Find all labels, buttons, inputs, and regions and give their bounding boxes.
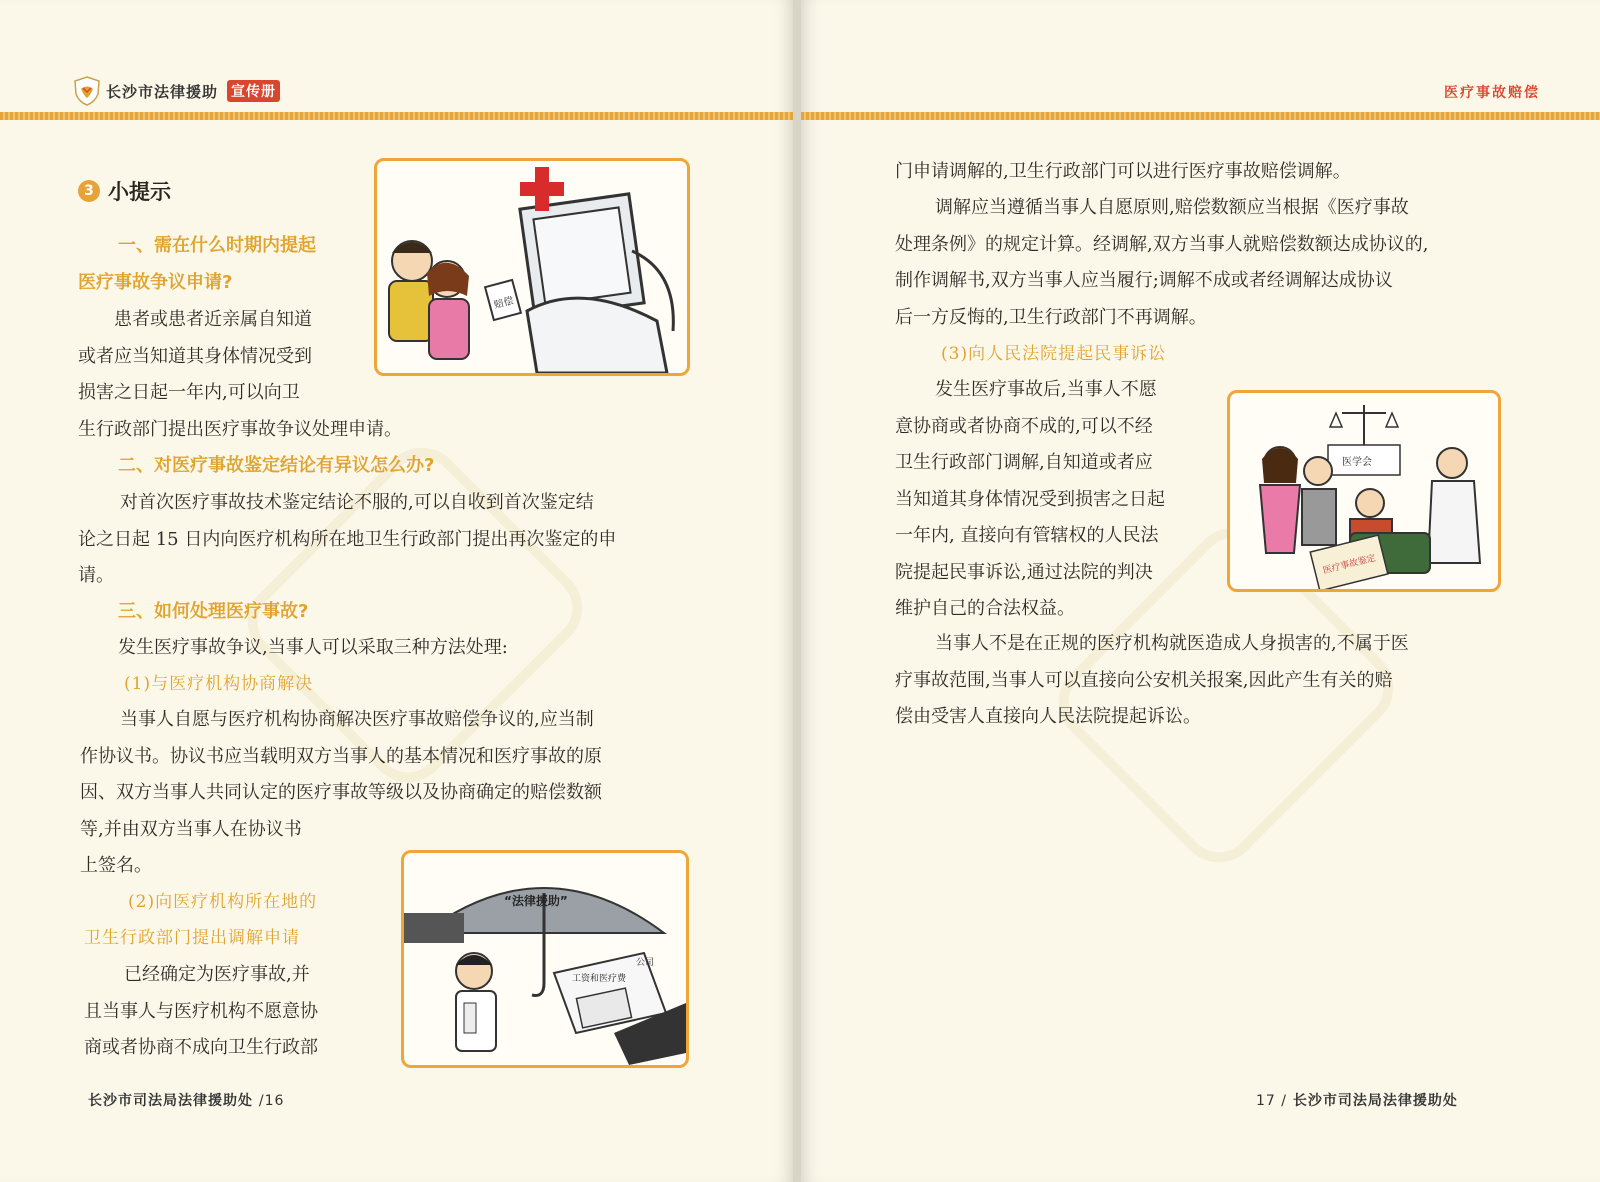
note-body-line: 偿由受害人直接向人民法院提起诉讼。 <box>895 706 1201 727</box>
method3-body-line: 卫生行政部门调解,自知道或者应 <box>895 452 1153 473</box>
q2-body-line: 对首次医疗事故技术鉴定结论不服的,可以自收到首次鉴定结 <box>120 492 594 513</box>
header-divider <box>0 112 793 120</box>
note-body <box>895 626 1505 736</box>
page-number: 17 / <box>1256 1093 1287 1109</box>
tip-heading: 小提示 <box>108 180 171 204</box>
mediation-body <box>895 190 1505 336</box>
tip-number-badge: 3 <box>78 180 100 202</box>
method1-body-line: 上签名。 <box>80 855 152 876</box>
document-label: 医疗事故鉴定 <box>1322 553 1377 577</box>
q2-body <box>78 485 688 595</box>
left-footer <box>88 1090 284 1110</box>
method1-body-line: 等,并由双方当事人在协议书 <box>80 818 302 840</box>
method2-heading-line2: 卫生行政部门提出调解申请 <box>84 928 300 948</box>
section-title: 医疗事故赔偿 <box>1444 85 1540 101</box>
tip-title <box>78 176 171 206</box>
q3-intro: 发生医疗事故争议,当事人可以采取三种方法处理: <box>118 637 508 658</box>
q1-heading-line1: 一、需在什么时期内提起 <box>118 235 316 256</box>
method1-body-line: 当事人自愿与医疗机构协商解决医疗事故赔偿争议的,应当制 <box>120 709 594 730</box>
board-label: 医学会 <box>1342 457 1372 468</box>
document-label: 工资和医疗费 <box>572 974 627 984</box>
footer-org: 长沙市司法局法律援助处 <box>1292 1093 1458 1109</box>
method3-body-line: 发生医疗事故后,当事人不愿 <box>935 379 1157 400</box>
method1-body-line: 作协议书。协议书应当载明双方当事人的基本情况和医疗事故的原 <box>80 745 602 767</box>
shield-logo-icon <box>74 76 100 106</box>
method3-body-line: 一年内, 直接向有管辖权的人民法 <box>895 525 1159 546</box>
mediation-body-line: 制作调解书,双方当事人应当履行;调解不成或者经调解达成协议 <box>895 270 1393 291</box>
company-label: 公司 <box>636 958 655 968</box>
method3-heading: (3)向人民法院提起民事诉讼 <box>941 344 1167 364</box>
method3-body <box>895 372 1215 628</box>
q2-heading: 二、对医疗事故鉴定结论有异议怎么办? <box>118 455 435 476</box>
q2-body-line: 请。 <box>78 565 114 586</box>
q3-heading: 三、如何处理医疗事故? <box>118 601 309 622</box>
q1-body-line: 患者或患者近亲属自知道 <box>114 309 312 330</box>
footer-org: 长沙市司法局法律援助处 <box>88 1093 253 1109</box>
illustration-legal-aid-umbrella <box>401 850 689 1068</box>
mediation-body-line: 处理条例》的规定计算。经调解,双方当事人就赔偿数额达成协议的, <box>895 233 1429 255</box>
method2-body-line: 已经确定为医疗事故,并 <box>124 964 310 985</box>
left-page <box>0 0 793 1182</box>
scales-cartoon-icon <box>1230 393 1498 589</box>
method2-body <box>84 957 374 1067</box>
q1-heading-line2: 医疗事故争议申请? <box>78 272 233 293</box>
method2-heading-line1: (2)向医疗机构所在地的 <box>128 892 318 912</box>
mediation-body-line: 后一方反悔的,卫生行政部门不再调解。 <box>895 306 1207 328</box>
method1-body-line: 因、双方当事人共同认定的医疗事故等级以及协商确定的赔偿数额 <box>80 782 602 803</box>
book-gutter <box>793 0 801 1182</box>
illustration-sign-text: 赔偿 <box>492 295 515 312</box>
header-brand: 长沙市法律援助 <box>106 82 219 101</box>
method2-body-line: 商或者协商不成向卫生行政部 <box>84 1037 318 1058</box>
mediation-body-line: 调解应当遵循当事人自愿原则,赔偿数额应当根据《医疗事故 <box>935 197 1409 218</box>
umbrella-label: “法律援助” <box>504 894 568 908</box>
method3-body-line: 意协商或者协商不成的,可以不经 <box>895 415 1153 437</box>
header-divider <box>801 112 1600 120</box>
header-brand-accent: 宣传册 <box>227 80 280 102</box>
q1-body-line: 或者应当知道其身体情况受到 <box>78 345 312 367</box>
method3-body-line: 院提起民事诉讼,通过法院的判决 <box>895 561 1153 583</box>
umbrella-cartoon-icon <box>404 853 686 1065</box>
illustration-medical-association <box>1227 390 1501 592</box>
page-number: /16 <box>258 1093 285 1109</box>
method2-body-line: 且当事人与医疗机构不愿意协 <box>84 1000 318 1022</box>
note-body-line: 当事人不是在正规的医疗机构就医造成人身损害的,不属于医 <box>935 633 1409 654</box>
method3-body-line: 维护自己的合法权益。 <box>895 598 1075 619</box>
method1-heading: (1)与医疗机构协商解决 <box>124 674 314 694</box>
continued-body: 门申请调解的,卫生行政部门可以进行医疗事故赔偿调解。 <box>895 161 1351 182</box>
right-footer <box>1256 1090 1458 1110</box>
method3-body-line: 当知道其身体情况受到损害之日起 <box>895 488 1165 510</box>
q1-body-line: 生行政部门提出医疗事故争议处理申请。 <box>78 418 402 440</box>
right-page <box>801 0 1600 1182</box>
q2-body-line: 论之日起 15 日内向医疗机构所在地卫生行政部门提出再次鉴定的申 <box>78 528 617 550</box>
q1-body-line: 损害之日起一年内,可以向卫 <box>78 382 300 403</box>
note-body-line: 疗事故范围,当事人可以直接向公安机关报案,因此产生有关的赔 <box>895 669 1393 691</box>
q1-body <box>78 302 678 448</box>
header-logo <box>74 76 280 106</box>
